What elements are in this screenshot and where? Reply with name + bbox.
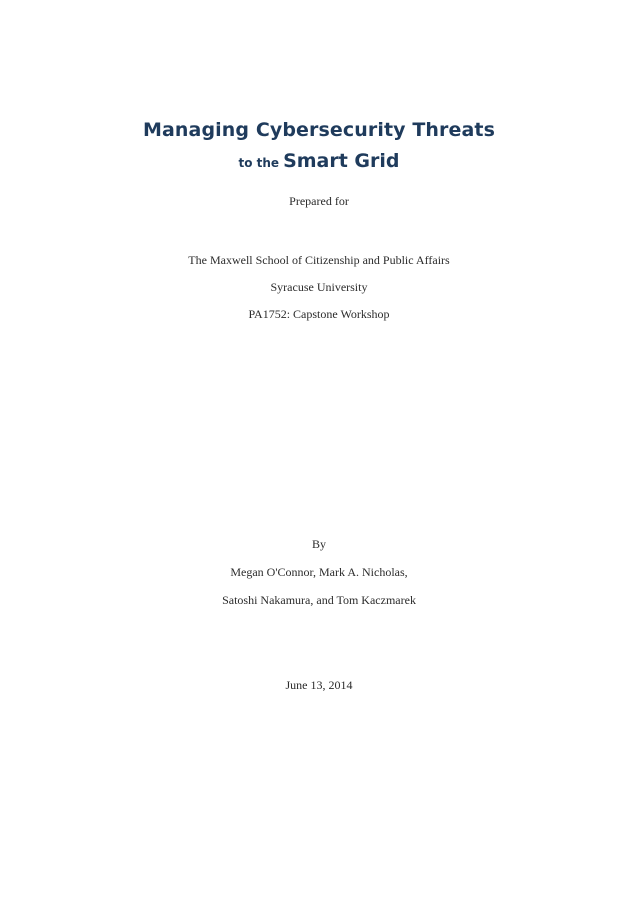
authors-line-2: Satoshi Nakamura, and Tom Kaczmarek <box>222 593 416 607</box>
report-date: June 13, 2014 <box>285 678 353 692</box>
document-title: Managing Cybersecurity Threats <box>142 119 496 141</box>
prepared-for-label: Prepared for <box>289 194 349 208</box>
document-subtitle <box>0 150 638 172</box>
by-label: By <box>311 537 326 551</box>
subtitle-main: Smart Grid <box>283 150 400 172</box>
university-name: Syracuse University <box>270 280 368 294</box>
course-name: PA1752: Capstone Workshop <box>248 307 390 321</box>
authors-line-1: Megan O'Connor, Mark A. Nicholas, <box>230 565 408 579</box>
school-name: The Maxwell School of Citizenship and Public Affairs <box>188 253 450 267</box>
subtitle-prefix: to the <box>238 156 280 170</box>
